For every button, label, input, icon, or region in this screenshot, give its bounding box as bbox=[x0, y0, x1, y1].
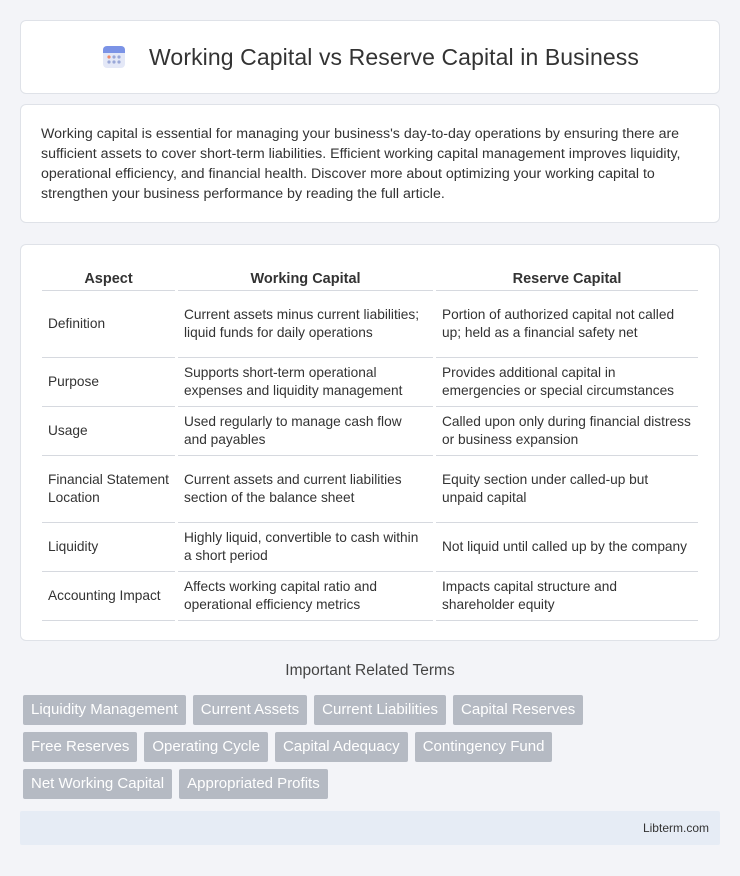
cell-reserve: Provides additional capital in emergencies or special circumstances bbox=[436, 358, 698, 407]
tag-current-assets[interactable]: Current Assets bbox=[193, 695, 307, 725]
footer bbox=[20, 811, 720, 845]
cell-reserve: Not liquid until called up by the company bbox=[436, 523, 698, 572]
table-header-row bbox=[42, 265, 698, 291]
cell-aspect: Accounting Impact bbox=[42, 572, 175, 621]
calculator-icon bbox=[101, 44, 127, 70]
intro-card bbox=[20, 104, 720, 223]
header-reserve-capital: Reserve Capital bbox=[436, 265, 698, 291]
page-title: Working Capital vs Reserve Capital in Business bbox=[149, 43, 639, 70]
cell-reserve: Impacts capital structure and shareholder equity bbox=[436, 572, 698, 621]
related-terms-title: Important Related Terms bbox=[285, 662, 455, 679]
table-row bbox=[42, 407, 698, 456]
comparison-table-card bbox=[20, 244, 720, 641]
table-row bbox=[42, 523, 698, 572]
tag-current-liabilities[interactable]: Current Liabilities bbox=[314, 695, 446, 725]
comparison-table bbox=[39, 265, 701, 621]
table-row bbox=[42, 291, 698, 358]
tag-appropriated-profits[interactable]: Appropriated Profits bbox=[179, 769, 328, 799]
cell-working: Affects working capital ratio and operational efficiency metrics bbox=[178, 572, 433, 621]
header-working-capital: Working Capital bbox=[178, 265, 433, 291]
cell-aspect: Financial Statement Location bbox=[42, 456, 175, 523]
tag-capital-adequacy[interactable]: Capital Adequacy bbox=[275, 732, 408, 762]
cell-working: Used regularly to manage cash flow and payables bbox=[178, 407, 433, 456]
footer-site-link[interactable]: Libterm.com bbox=[642, 821, 709, 835]
cell-working: Current assets and current liabilities section of the balance sheet bbox=[178, 456, 433, 523]
related-terms-tags bbox=[23, 695, 723, 806]
tag-free-reserves[interactable]: Free Reserves bbox=[23, 732, 137, 762]
tag-net-working-capital[interactable]: Net Working Capital bbox=[23, 769, 172, 799]
cell-aspect: Usage bbox=[42, 407, 175, 456]
table-row bbox=[42, 572, 698, 621]
tag-contingency-fund[interactable]: Contingency Fund bbox=[415, 732, 553, 762]
table-row bbox=[42, 456, 698, 523]
cell-aspect: Liquidity bbox=[42, 523, 175, 572]
cell-reserve: Portion of authorized capital not called up; held as a financial safety net bbox=[436, 291, 698, 358]
cell-aspect: Definition bbox=[42, 291, 175, 358]
cell-reserve: Called upon only during financial distress or business expansion bbox=[436, 407, 698, 456]
table-row bbox=[42, 358, 698, 407]
intro-text: Working capital is essential for managing your business's day-to-day operations by ensuring there are sufficient assets to cover short-term liabilities. Efficient working capital management improves liquidity, operational efficiency, and financial health. Discover more about optimizing your working capital to strengthen your business performance by reading the full article. bbox=[41, 126, 681, 202]
header-aspect: Aspect bbox=[42, 265, 175, 291]
cell-working: Highly liquid, convertible to cash within a short period bbox=[178, 523, 433, 572]
cell-working: Current assets minus current liabilities; liquid funds for daily operations bbox=[178, 291, 433, 358]
tag-capital-reserves[interactable]: Capital Reserves bbox=[453, 695, 583, 725]
header-card bbox=[20, 20, 720, 94]
cell-reserve: Equity section under called-up but unpaid capital bbox=[436, 456, 698, 523]
cell-aspect: Purpose bbox=[42, 358, 175, 407]
tag-liquidity-management[interactable]: Liquidity Management bbox=[23, 695, 186, 725]
cell-working: Supports short-term operational expenses and liquidity management bbox=[178, 358, 433, 407]
tag-operating-cycle[interactable]: Operating Cycle bbox=[144, 732, 268, 762]
